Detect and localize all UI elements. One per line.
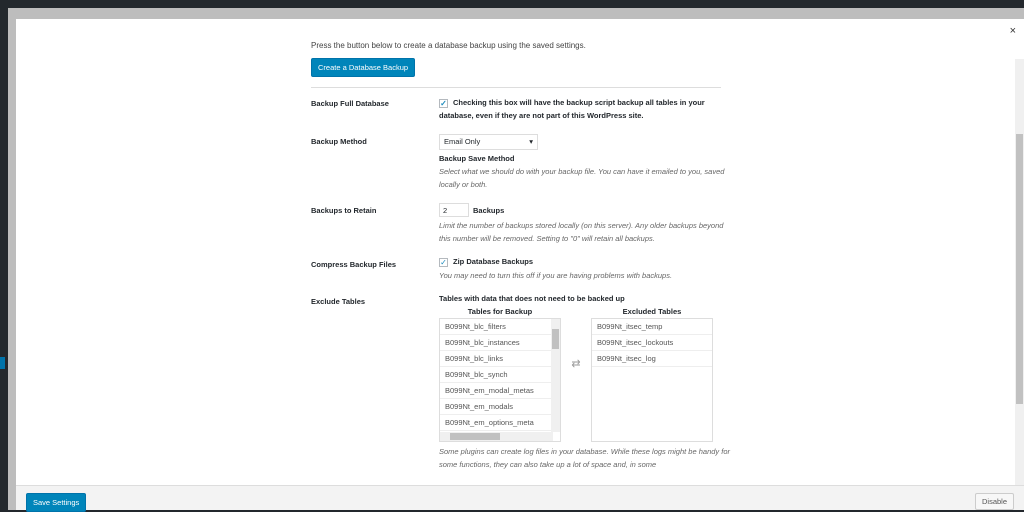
tables-for-backup-list[interactable] — [439, 318, 561, 442]
swap-arrows-icon: ⇄ — [571, 357, 581, 370]
full-db-label: Backup Full Database — [311, 99, 389, 108]
disable-button[interactable]: Disable — [975, 493, 1014, 510]
retain-desc: Limit the number of backups stored locally (on this server). Any older backups beyond this number will be removed. Setting to "0" will retain all backups. — [439, 221, 724, 243]
table-option[interactable]: B099Nt_em_modals — [440, 399, 551, 415]
table-option[interactable]: B099Nt_blc_synch — [440, 367, 551, 383]
table-option[interactable]: B099Nt_em_modal_metas — [440, 383, 551, 399]
compress-label: Compress Backup Files — [311, 260, 397, 269]
retain-label: Backups to Retain — [311, 206, 377, 215]
full-db-text: Checking this box will have the backup script backup all tables in your database, even if they are not part of this WordPress site. — [439, 98, 705, 120]
modal-footer — [16, 485, 1024, 510]
full-db-row — [311, 96, 731, 122]
compress-desc: You may need to turn this off if you are having problems with backups. — [439, 270, 673, 280]
dropdown-arrow-icon: ▾ — [529, 137, 533, 146]
compress-text: Zip Database Backups — [453, 257, 534, 266]
compress-row — [311, 257, 731, 282]
close-icon[interactable]: × — [1009, 25, 1016, 37]
table-option[interactable]: B099Nt_blc_filters — [440, 319, 551, 335]
table-option[interactable]: B099Nt_itsec_temp — [592, 319, 712, 335]
full-db-checkbox[interactable]: ✓ — [440, 98, 447, 108]
backup-settings — [311, 41, 731, 483]
table-option[interactable]: B099Nt_blc_links — [440, 351, 551, 367]
modal-scrollbar[interactable] — [1015, 59, 1024, 504]
save-settings-button[interactable]: Save Settings — [26, 493, 86, 512]
retain-input[interactable]: 2 — [439, 203, 469, 217]
vertical-scrollbar[interactable] — [551, 319, 560, 432]
method-row — [311, 134, 731, 191]
table-option[interactable]: B099Nt_em_options_meta — [440, 415, 551, 431]
excluded-tables-list[interactable] — [591, 318, 713, 442]
exclude-label: Exclude Tables — [311, 296, 366, 306]
sidebar-collapse-tab[interactable] — [0, 357, 5, 369]
admin-bar — [0, 0, 1024, 8]
table-option[interactable]: B099Nt_itsec_log — [592, 351, 712, 367]
create-backup-button[interactable]: Create a Database Backup — [311, 58, 415, 77]
method-value: Email Only — [444, 137, 481, 146]
exclude-heading: Tables with data that does not need to be backed up — [439, 293, 625, 303]
horizontal-scrollbar[interactable] — [440, 432, 553, 441]
table-option[interactable]: B099Nt_blc_instances — [440, 335, 551, 351]
method-label: Backup Method — [311, 137, 367, 146]
exclude-desc: Some plugins can create log files in your database. While these logs might be handy for some functions, they can also take up a lot of space and, in some — [439, 446, 730, 469]
intro-text: Press the button below to create a database backup using the saved settings. — [311, 41, 586, 50]
method-select[interactable] — [439, 134, 538, 150]
table-option[interactable]: B099Nt_itsec_lockouts — [592, 335, 712, 351]
retain-row — [311, 203, 731, 245]
divider — [311, 87, 721, 88]
tables-for-backup-header: Tables for Backup — [467, 306, 533, 316]
exclude-row — [311, 294, 731, 471]
method-sublabel: Backup Save Method — [439, 154, 515, 163]
excluded-tables-header: Excluded Tables — [622, 306, 682, 316]
settings-modal — [16, 19, 1024, 510]
retain-unit: Backups — [473, 206, 505, 215]
method-desc: Select what we should do with your backup file. You can have it emailed to you, saved locally or both. — [439, 167, 725, 189]
compress-checkbox[interactable]: ✓ — [440, 257, 447, 267]
